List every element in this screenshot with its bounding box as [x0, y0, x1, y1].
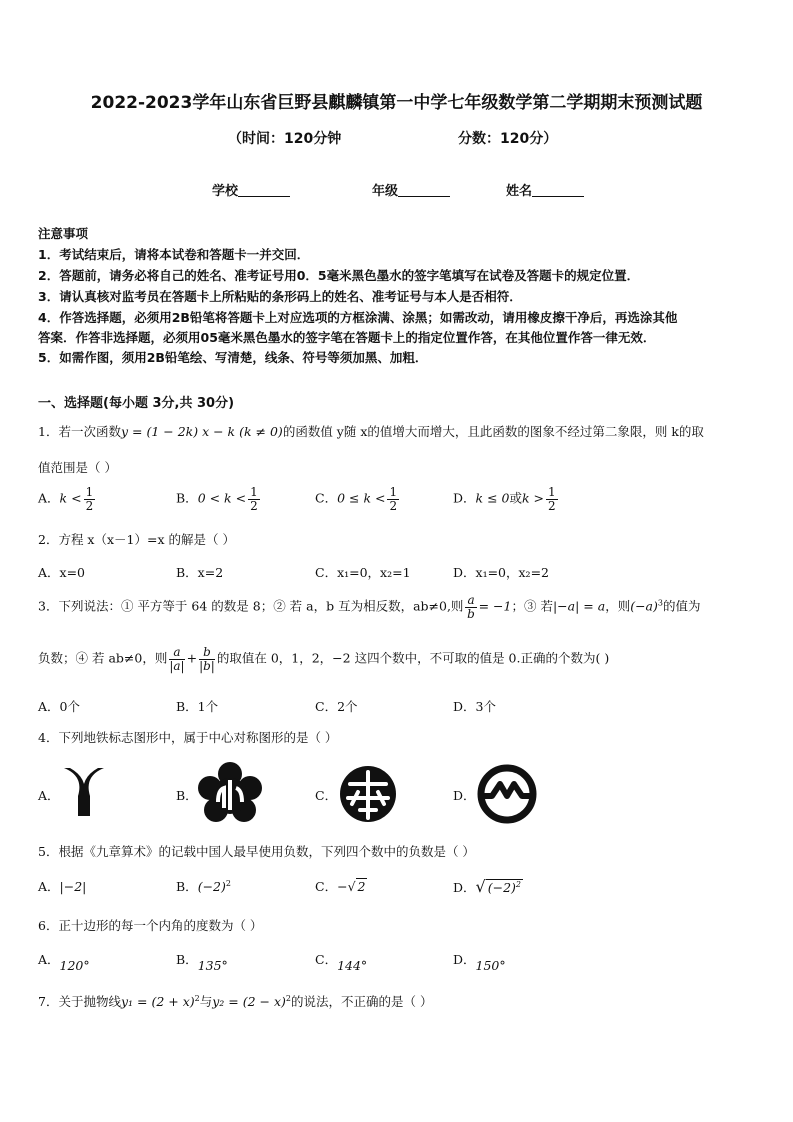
numerator: 1: [389, 485, 398, 499]
radicand: [486, 879, 523, 895]
fraction: [248, 486, 260, 512]
numerator: 1: [250, 485, 258, 499]
option-expr: 0 < k <: [197, 490, 247, 506]
plus: +: [186, 650, 198, 666]
question-5: 5．根据《九章算术》的记载中国人最早使用负数，下列四个数中的负数是（ ）: [38, 844, 475, 859]
fraction: [84, 486, 96, 512]
notice-item: 1．考试结束后，请将本试卷和答题卡一并交回．: [38, 247, 310, 262]
option-label: B．: [176, 490, 198, 506]
q4-option-b[interactable]: B．: [176, 788, 198, 803]
q3-eq: = −1: [478, 598, 512, 614]
notice-item: 5．如需作图，须用2B铅笔绘、写清楚，线条、符号等须加黑、加粗．: [38, 350, 428, 365]
option-or: 或: [509, 490, 522, 506]
q3-text: ；③ 若: [511, 598, 553, 614]
denominator: 2: [85, 498, 94, 513]
option-expr: |−2|: [59, 879, 87, 894]
name-blank[interactable]: [532, 184, 584, 197]
q4-option-d[interactable]: D．: [453, 788, 476, 803]
q5-option-c[interactable]: [315, 877, 367, 895]
fraction: [465, 594, 476, 620]
name-field: [506, 180, 584, 199]
option-label: C．: [315, 952, 338, 967]
option-label: C．: [315, 879, 338, 894]
exponent: 2: [225, 878, 231, 888]
q1-option-d[interactable]: [453, 486, 560, 512]
grade-blank[interactable]: [398, 184, 450, 197]
option-expr: k >: [522, 490, 545, 506]
radicand-base: (−2): [487, 880, 516, 895]
option-expr: k <: [59, 490, 82, 506]
notice-title: 注意事项: [38, 226, 89, 241]
q5-option-b[interactable]: [176, 877, 231, 895]
school-label: 学校: [212, 184, 239, 199]
metro-logo-c-icon: [338, 764, 398, 824]
q5-option-d[interactable]: [453, 877, 523, 896]
option-label: D．: [453, 490, 476, 506]
q7-text: 7．关于抛物线: [38, 994, 121, 1009]
question-2: 2．方程 x（x－1）=x 的解是（ ）: [38, 532, 235, 547]
grade-label: 年级: [372, 184, 399, 199]
option-expr: k ≤ 0: [475, 490, 510, 506]
radicand: 2: [357, 879, 366, 894]
q2-option-c[interactable]: C．x₁=0，x₂=1: [315, 565, 411, 580]
q1-option-b[interactable]: [176, 486, 262, 512]
option-label: B．: [176, 952, 198, 967]
q2-option-d[interactable]: D．x₁=0，x₂=2: [453, 565, 549, 580]
exponent: 2: [194, 993, 200, 1003]
minus-sign: −: [337, 879, 348, 894]
notice-item: 3．请认真核对监考员在答题卡上所粘贴的条形码上的姓名、准考证号与本人是否相符．: [38, 289, 522, 304]
q3-abs-expr: |−a| = a: [552, 598, 606, 614]
sqrt-icon: √: [347, 879, 356, 894]
option-label: A．: [38, 952, 60, 967]
q3-option-b[interactable]: B．1个: [176, 699, 219, 714]
denominator: 2: [389, 498, 398, 513]
question-3: [38, 594, 701, 620]
question-4: 4．下列地铁标志图形中，属于中心对称图形的是（ ）: [38, 730, 338, 745]
sqrt-icon: √: [475, 877, 486, 896]
exponent: 2: [515, 879, 522, 889]
option-label: C．: [315, 490, 338, 506]
q6-option-b[interactable]: [176, 950, 228, 973]
question-1: [38, 422, 704, 440]
denominator: 2: [548, 498, 556, 513]
numerator: 1: [548, 485, 556, 499]
q2-option-b[interactable]: B．x=2: [176, 565, 224, 580]
option-label: A．: [38, 879, 60, 894]
exponent: 2: [285, 993, 292, 1003]
q1-text: 1．若一次函数: [38, 424, 121, 439]
fraction: [199, 646, 215, 672]
q7-text: 的说法，不正确的是（ ）: [291, 994, 433, 1009]
question-6: 6．正十边形的每一个内角的度数为（ ）: [38, 918, 263, 933]
q3-text: 的取值在 0，1，2，−2 这四个数中，不可取的值是 0.正确的个数为( ): [216, 650, 610, 666]
q1-option-c[interactable]: [315, 486, 401, 512]
option-value: 150°: [475, 958, 506, 973]
q3-option-c[interactable]: C．2个: [315, 699, 358, 714]
option-label: D．: [453, 952, 476, 967]
numerator: a: [467, 593, 475, 607]
metro-logo-a-icon: [62, 766, 106, 818]
q7-text: 与: [199, 994, 213, 1009]
q6-option-d[interactable]: [453, 950, 506, 973]
denominator: |b|: [199, 658, 215, 673]
fraction: [387, 486, 399, 512]
q6-option-a[interactable]: [38, 950, 90, 973]
question-7: [38, 992, 433, 1010]
q3-text: 的值为: [662, 598, 701, 614]
exam-score: 分数：120分）: [458, 131, 558, 147]
option-expr: (−2): [197, 879, 226, 894]
q1-option-a[interactable]: [38, 486, 97, 512]
q1-function: y = (1 − 2k) x − k (k ≠ 0): [120, 424, 283, 439]
fraction: [546, 486, 558, 512]
q7-expr-1: y₁ = (2 + x): [120, 994, 195, 1009]
metro-logo-d-icon: [476, 764, 538, 824]
q3-text: ，则: [605, 598, 631, 614]
q1-text-cont: 的函数值 y随 x的值增大而增大，且此函数的图象不经过第二象限，则 k的取: [282, 424, 704, 439]
numerator: b: [199, 646, 215, 660]
q2-option-a[interactable]: A．x=0: [38, 565, 86, 580]
denominator: |a|: [169, 658, 185, 673]
section-heading: 一、选择题(每小题 3分,共 30分): [38, 396, 235, 411]
numerator: a: [169, 646, 184, 660]
notice-item: 答案．作答非选择题，必须用05毫米黑色墨水的签字笔在答题卡上的指定位置作答，在其他位置作答一律无效．: [38, 330, 656, 345]
q5-option-a[interactable]: [38, 877, 86, 895]
question-3-line2: [38, 646, 609, 672]
option-label: B．: [176, 879, 198, 894]
q3-option-a[interactable]: A．0个: [38, 699, 80, 714]
metro-logo-b-icon: [198, 762, 262, 824]
q7-expr-2: y₂ = (2 − x): [212, 994, 286, 1009]
notice-item: 4．作答选择题，必须用2B铅笔将答题卡上对应选项的方框涂满、涂黑；如需改动，请用橡皮擦干净后，再选涂其他: [38, 310, 678, 325]
q3-text: 负数；④ 若 ab≠0，则: [38, 650, 168, 666]
q3-cube-exp: 3: [657, 598, 663, 608]
option-value: 144°: [337, 958, 368, 973]
q1-line2: 值范围是（ ）: [38, 460, 117, 475]
denominator: 2: [250, 498, 258, 513]
q4-option-a[interactable]: A．: [38, 788, 60, 803]
school-blank[interactable]: [238, 184, 290, 197]
q3-cube: (−a): [630, 598, 658, 614]
q4-option-c[interactable]: C．: [315, 788, 338, 803]
page-title: 2022-2023学年山东省巨野县麒麟镇第一中学七年级数学第二学期期末预测试题: [90, 93, 703, 113]
option-expr: 0 ≤ k <: [337, 490, 386, 506]
q3-text: 3．下列说法：① 平方等于 64 的数是 8；② 若 a，b 互为相反数，ab≠0,则: [38, 598, 464, 614]
grade-field: [372, 180, 450, 199]
option-label: A．: [38, 490, 60, 506]
school-field: [212, 180, 290, 199]
exam-time: （时间：120分钟: [228, 131, 342, 147]
fraction: [169, 646, 184, 672]
option-value: 120°: [59, 958, 90, 973]
option-label: D．: [453, 880, 476, 895]
q6-option-c[interactable]: [315, 950, 368, 973]
notice-item: 2．答题前，请务必将自己的姓名、准考证号用0．5毫米黑色墨水的签字笔填写在试卷及答题卡的规定位置．: [38, 268, 640, 283]
option-value: 135°: [197, 958, 228, 973]
q3-option-d[interactable]: D．3个: [453, 699, 496, 714]
denominator: b: [467, 606, 475, 621]
numerator: 1: [85, 485, 94, 499]
name-label: 姓名: [506, 184, 533, 199]
